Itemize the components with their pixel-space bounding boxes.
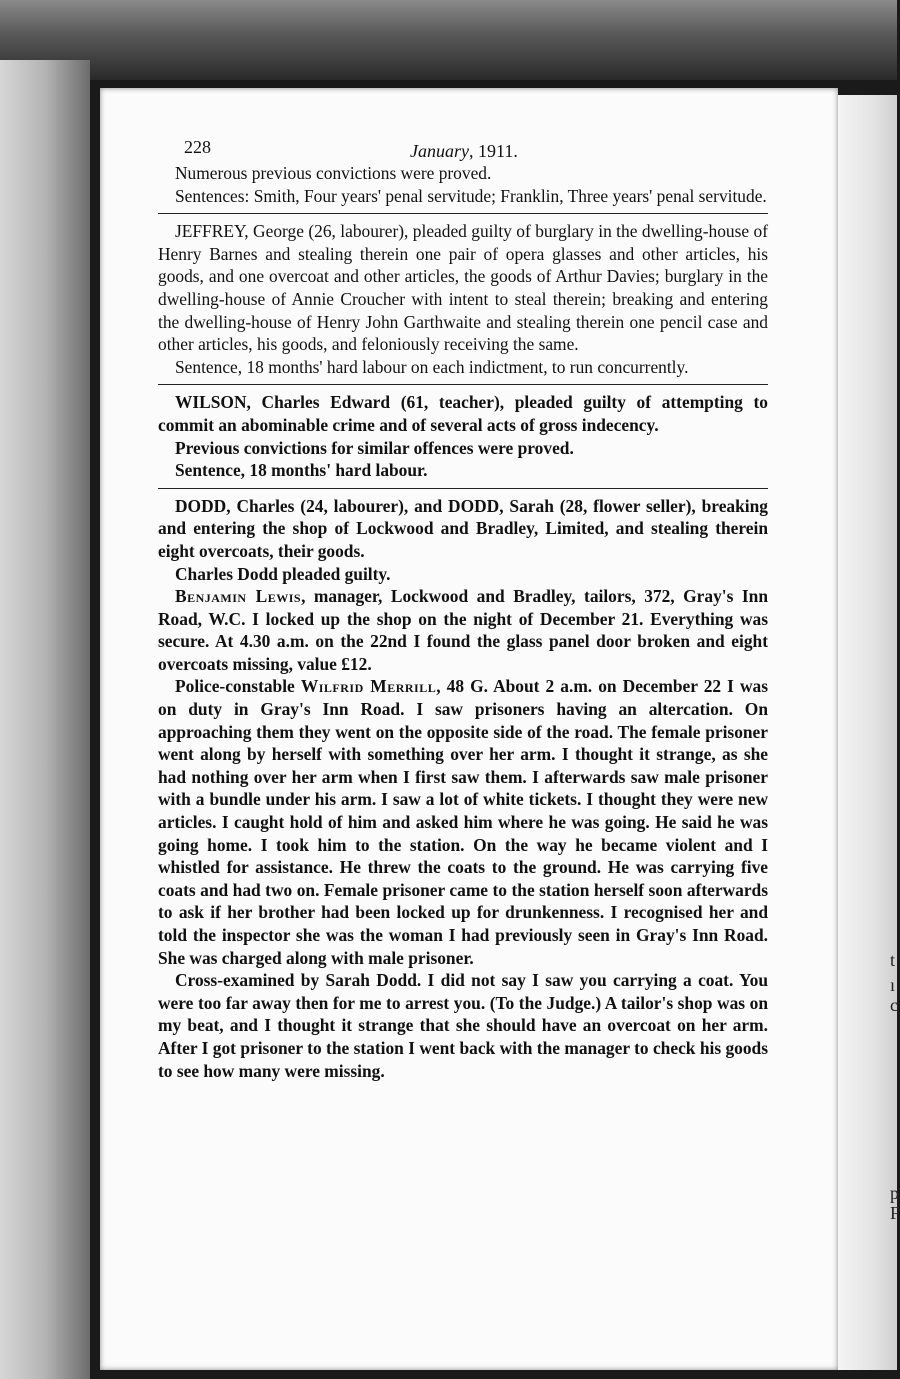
plea-dodd: Charles Dodd pleaded guilty. [175,563,391,584]
scan-background-left [0,60,90,1379]
edge-fragment: ı [890,975,896,995]
page-year: , 1911. [468,141,518,161]
running-header [158,130,768,162]
testimony-lewis [158,585,768,675]
witness-title: Police-constable [175,676,301,697]
case-wilson [158,391,768,436]
next-page-edge [838,95,900,1370]
case-dodd [158,495,768,563]
witness-name: Wilfrid Merrill [300,676,437,697]
case-divider [158,213,768,214]
edge-fragment: t [890,950,896,970]
defendant-name: WILSON [175,392,247,413]
cross-examination: Cross-examined by Sarah Dodd. I did not say I saw you carrying a coat. You were too far away then for me to arrest you. (To the Judge.) A tailor's shop was on my beat, and I thought it strange that she should have an overcoat on her arm. After I got prisoner to the station I went back with the manager to check his goods to see how many were missing. [158,970,768,1081]
case-text: , Charles (24, labourer), and DODD, Sarah (28, flower seller), breaking and entering the shop of Lockwood and Bradley, Limited, and stealing therein eight overcoats, their goods. [158,495,768,561]
case-text: , George (26, labourer), pleaded guilty of burglary in the dwelling-house of Henry Barnes and stealing therein one pair of opera glasses and other articles, his goods, and one overcoat and other articles, the goods of Arthur Davies; burglary in the dwelling-house of Annie Croucher with intent to steal therein; breaking and entering the dwelling-house of Henry John Garthwaite and stealing therein one pencil case and other articles, his goods, and feloniously receiving the same. [158,221,768,355]
case-divider [158,488,768,489]
edge-fragment: p [890,1183,899,1203]
page-content [158,130,768,1082]
testimony-text: , 48 G. About 2 a.m. on December 22 I was on duty in Gray's Inn Road. I saw prisoners having an altercation. On approaching them they went on the opposite side of the road. The female prisoner went along by herself with something over her arm. I thought it strange, as she had nothing over her arm when I first saw them. I afterwards saw male prisoner with a bundle under his arm. I saw a lot of white tickets. I thought they were new articles. I caught hold of him and asked him where he was going. He said he was going home. I took him to the station. On the way he became violent and I whistled for assistance. He threw the coats to the ground. He was carrying five coats and had two on. Female prisoner came to the station herself soon afterwards to ask if her brother had been locked up for drunkenness. I recognised her and told the inspector she was the woman I had previously seen in Gray's Inn Road. She was charged along with male prisoner. [158,676,768,968]
testimony-merrill [158,675,768,969]
sentence-jeffrey: Sentence, 18 months' hard labour on each indictment, to run concurrently. [175,356,689,377]
case-jeffrey [158,220,768,356]
sentences-note: Sentences: Smith, Four years' penal servitude; Franklin, Three years' penal servitude. [175,185,767,206]
witness-name: Benjamin Lewis [175,586,302,607]
page-date [410,140,518,163]
scan-background-top [0,0,897,80]
previous-convictions-wilson: Previous convictions for similar offences were proved. [175,437,574,458]
defendant-name: DODD [175,495,227,516]
edge-fragment: c [890,995,898,1015]
case-text: , Charles Edward (61, teacher), pleaded guilty of attempting to commit an abominable crime and of several acts of gross indecency. [158,392,768,435]
convictions-note: Numerous previous convictions were proved. [175,163,492,183]
case-divider [158,384,768,385]
edge-fragment: F [890,1203,900,1223]
page-number: 228 [184,137,211,157]
page-month: January [410,141,469,161]
testimony-text: , manager, Lockwood and Bradley, tailors, 372, Gray's Inn Road, W.C. I locked up the shop on the night of December 21. Everything was secure. At 4.30 a.m. on the 22nd I found the glass panel door broken and eight overcoats missing, value £12. [158,586,768,674]
sentence-wilson: Sentence, 18 months' hard labour. [175,460,428,481]
defendant-name: JEFFREY [175,221,245,242]
